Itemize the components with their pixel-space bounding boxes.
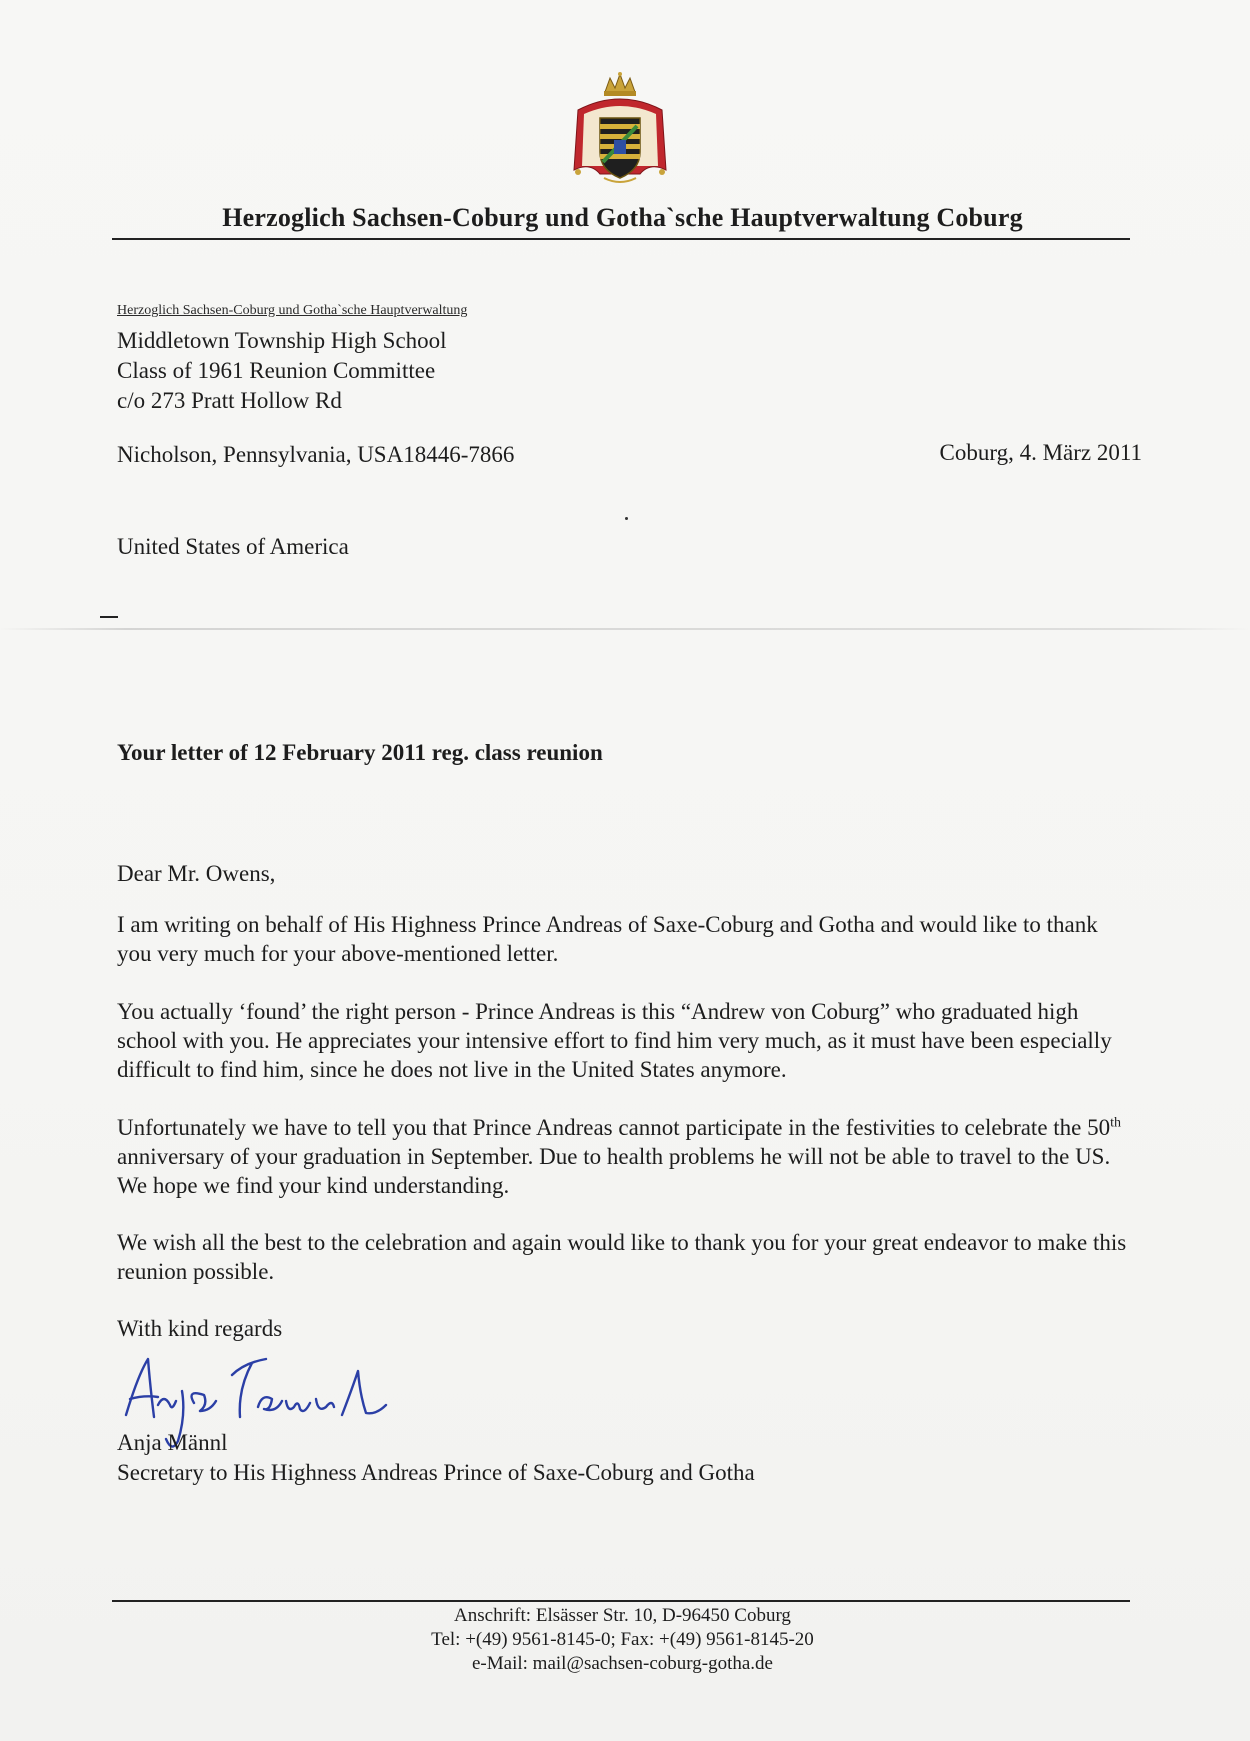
letterhead-title: Herzoglich Sachsen-Coburg und Gotha`sche Hauptverwaltung Coburg [222,203,1023,232]
paragraph-4 [117,1228,1132,1286]
fold-mark [100,616,118,618]
recipient-country: United States of America [117,534,349,559]
paragraph-3-start: Unfortunately we have to tell you that Prince Andreas cannot participate in the festivities to celebrate the 50 [117,1115,1111,1140]
subject-line: Your letter of 12 February 2011 reg. class reunion [117,740,603,765]
paragraph-1 [117,910,1132,968]
paragraph-1-text: I am writing on behalf of His Highness Prince Andreas of Saxe-Coburg and Gotha and would like to thank you very much for your above-mentioned letter. [117,912,1098,966]
salutation: Dear Mr. Owens, [117,861,276,886]
paragraph-3-end: anniversary of your graduation in September. Due to health problems he will not be able to travel to the US. We hope we find your kind understanding. [117,1144,1111,1198]
signer-role: Secretary to His Highness Andreas Prince of Saxe-Coburg and Gotha [117,1460,755,1485]
paper-speck [625,517,628,520]
footer-divider [112,1600,1130,1602]
letter-date: Coburg, 4. März 2011 [939,440,1142,465]
paragraph-3-text [117,1113,1132,1200]
closing: With kind regards [117,1316,283,1341]
paragraph-4-text: We wish all the best to the celebration and again would like to thank you for your great endeavor to make this reunion possible. [117,1230,1127,1284]
paragraph-2-text: You actually ‘found’ the right person - Prince Andreas is this “Andrew von Coburg” who graduated high school with you. He appreciates your intensive effort to find him very much, as it must have been especially difficult to find him, since he does not live in the United States anymore. [117,999,1112,1082]
recipient-line-4: Nicholson, Pennsylvania, USA18446-7866 [117,442,515,467]
letterhead-divider [112,238,1130,240]
sender-return-line: Herzoglich Sachsen-Coburg und Gotha`sche Hauptverwaltung [117,303,468,318]
recipient-line-3: c/o 273 Pratt Hollow Rd [117,388,342,413]
signer-block [117,1428,755,1488]
signer-name: Anja Männl [117,1430,228,1455]
paragraph-3 [117,1113,1132,1200]
footer [115,1604,1130,1676]
footer-address: Anschrift: Elsässer Str. 10, D-96450 Coburg [454,1605,791,1626]
paragraph-2 [117,997,1132,1084]
paper-fold-line [0,628,1250,630]
footer-email: e-Mail: mail@sachsen-coburg-gotha.de [472,1653,773,1674]
recipient-line-1: Middletown Township High School [117,328,447,353]
coat-of-arms-icon [570,70,670,190]
recipient-line-2: Class of 1961 Reunion Committee [117,358,436,383]
footer-phone: Tel: +(49) 9561-8145-0; Fax: +(49) 9561-8145-20 [431,1629,814,1650]
ordinal-suffix: th [1110,1115,1122,1131]
